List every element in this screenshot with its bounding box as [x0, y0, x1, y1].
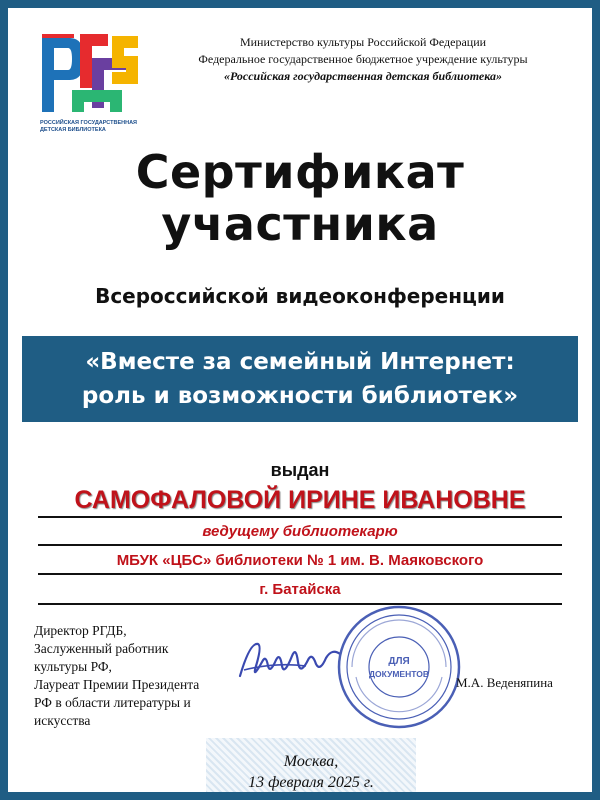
signatory-line: культуры РФ, [34, 659, 112, 674]
event-title-banner [22, 336, 578, 422]
stamp-line2: ДОКУМЕНТОВ [369, 669, 429, 679]
recipient-organization: МБУК «ЦБС» библиотеки № 1 им. В. Маяковского [116, 552, 484, 569]
event-type: Всероссийской видеоконференции [95, 284, 505, 308]
rgdb-logo [34, 28, 144, 148]
recipient-city: г. Батайска [259, 581, 341, 598]
library-name-line: «Российская государственная детская библиотека» [223, 69, 503, 83]
certificate-title [8, 146, 592, 250]
title-line1: Сертификат [135, 145, 465, 199]
issuer-header [148, 34, 578, 85]
banner-line2: роль и возможности библиотек» [81, 383, 519, 409]
issue-date: 13 февраля 2025 г. [248, 774, 374, 791]
issue-city: Москва, [283, 753, 339, 770]
rgdb-logo-mark [34, 28, 144, 120]
signatory-titles [34, 622, 264, 730]
official-stamp [334, 602, 464, 732]
stamp-line1: ДЛЯ [388, 656, 410, 667]
logo-caption-line2: ДЕТСКАЯ БИБЛИОТЕКА [40, 126, 106, 133]
signatory-line: Заслуженный работник [34, 641, 169, 656]
organization-underline [38, 573, 562, 575]
recipient-name: САМОФАЛОВОЙ ИРИНЕ ИВАНОВНЕ [74, 486, 526, 514]
title-line2: участника [161, 197, 439, 251]
signatory-line: искусства [34, 713, 91, 728]
signatory-line: Директор РГДБ, [34, 623, 127, 638]
city-underline [38, 603, 562, 605]
signatory-line: РФ в области литературы и [34, 695, 191, 710]
name-underline [38, 516, 562, 518]
signatory-name: М.А. Веденяпина [456, 675, 553, 690]
banner-line1: «Вместе за семейный Интернет: [85, 349, 515, 375]
logo-caption [40, 120, 140, 133]
issued-label: выдан [270, 460, 330, 480]
logo-caption-line1: РОССИЙСКАЯ ГОСУДАРСТВЕННАЯ [40, 120, 137, 126]
handwritten-signature [236, 632, 346, 692]
signatory-line: Лауреат Премии Президента [34, 677, 200, 692]
institution-type-line: Федеральное государственное бюджетное учреждение культуры [198, 52, 528, 66]
place-date-box [206, 738, 416, 800]
role-underline [38, 544, 562, 546]
recipient-role: ведущему библиотекарю [202, 523, 398, 540]
ministry-line: Министерство культуры Российской Федерации [239, 35, 487, 49]
